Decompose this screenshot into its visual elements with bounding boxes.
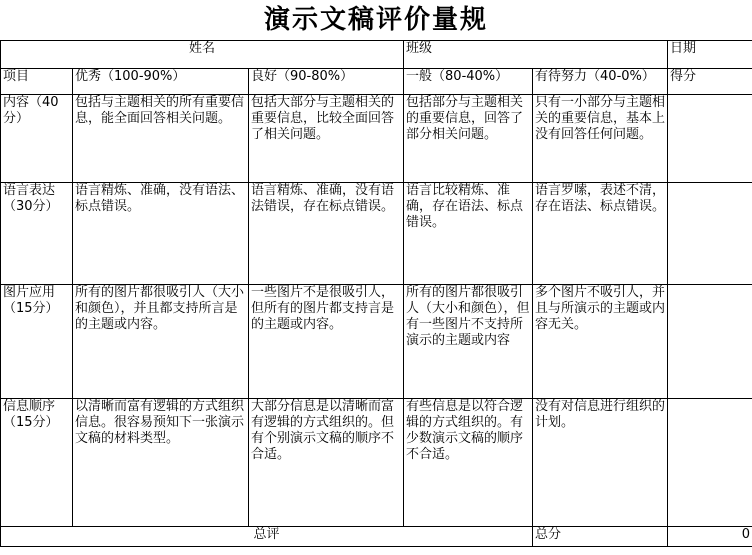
overall-label: 总评 (1, 527, 533, 547)
date-label: 日期 (668, 41, 752, 69)
row-score[interactable] (668, 285, 752, 399)
class-label: 班级 (404, 41, 668, 69)
row-excellent: 以清晰而富有逻辑的方式组织信息。很容易预知下一张演示文稿的材料类型。 (73, 399, 249, 527)
header-item: 项目 (1, 69, 73, 95)
row-poor: 多个图片不吸引人，并且与所演示的主题或内容无关。 (533, 285, 668, 399)
row-excellent: 所有的图片都很吸引人（大小和颜色），并且都支持所言是的主题或内容。 (73, 285, 249, 399)
rubric-table (0, 40, 752, 547)
row-average: 语言比较精炼、准确，存在语法、标点错误。 (404, 183, 533, 285)
name-label: 姓名 (1, 41, 404, 69)
row-score[interactable] (668, 399, 752, 527)
row-poor: 语言罗嗦，表述不清，存在语法、标点错误。 (533, 183, 668, 285)
row-average: 有些信息是以符合逻辑的方式组织的。有少数演示文稿的顺序不合适。 (404, 399, 533, 527)
table-row (1, 285, 752, 399)
header-average: 一般（80-40%） (404, 69, 533, 95)
row-good: 语言精炼、准确，没有语法错误，存在标点错误。 (249, 183, 404, 285)
table-row (1, 399, 752, 527)
total-label: 总分 (533, 527, 668, 547)
row-item: 图片应用（15分） (1, 285, 73, 399)
row-poor: 只有一小部分与主题相关的重要信息，基本上没有回答任何问题。 (533, 95, 668, 183)
header-excellent: 优秀（100-90%） (73, 69, 249, 95)
header-poor: 有待努力（40-0%） (533, 69, 668, 95)
row-item: 语言表达（30分） (1, 183, 73, 285)
page-title: 演示文稿评价量规 (263, 5, 488, 35)
header-row (1, 69, 752, 95)
row-good: 包括大部分与主题相关的重要信息，比较全面回答了相关问题。 (249, 95, 404, 183)
row-score[interactable] (668, 183, 752, 285)
row-average: 所有的图片都很吸引人（大小和颜色），但有一些图片不支持所演示的主题或内容 (404, 285, 533, 399)
row-good: 大部分信息是以清晰而富有逻辑的方式组织的。但有个别演示文稿的顺序不合适。 (249, 399, 404, 527)
row-excellent: 包括与主题相关的所有重要信息，能全面回答相关问题。 (73, 95, 249, 183)
table-row (1, 95, 752, 183)
row-excellent: 语言精炼、准确，没有语法、标点错误。 (73, 183, 249, 285)
info-row (1, 41, 752, 69)
header-good: 良好（90-80%） (249, 69, 404, 95)
total-value[interactable]: 0 (668, 527, 752, 547)
header-score: 得分 (668, 69, 752, 95)
row-poor: 没有对信息进行组织的计划。 (533, 399, 668, 527)
table-row (1, 183, 752, 285)
footer-row (1, 527, 752, 547)
row-item: 内容（40分） (1, 95, 73, 183)
row-item: 信息顺序（15分） (1, 399, 73, 527)
row-good: 一些图片不是很吸引人，但所有的图片都支持言是的主题或内容。 (249, 285, 404, 399)
row-average: 包括部分与主题相关的重要信息，回答了部分相关问题。 (404, 95, 533, 183)
row-score[interactable] (668, 95, 752, 183)
